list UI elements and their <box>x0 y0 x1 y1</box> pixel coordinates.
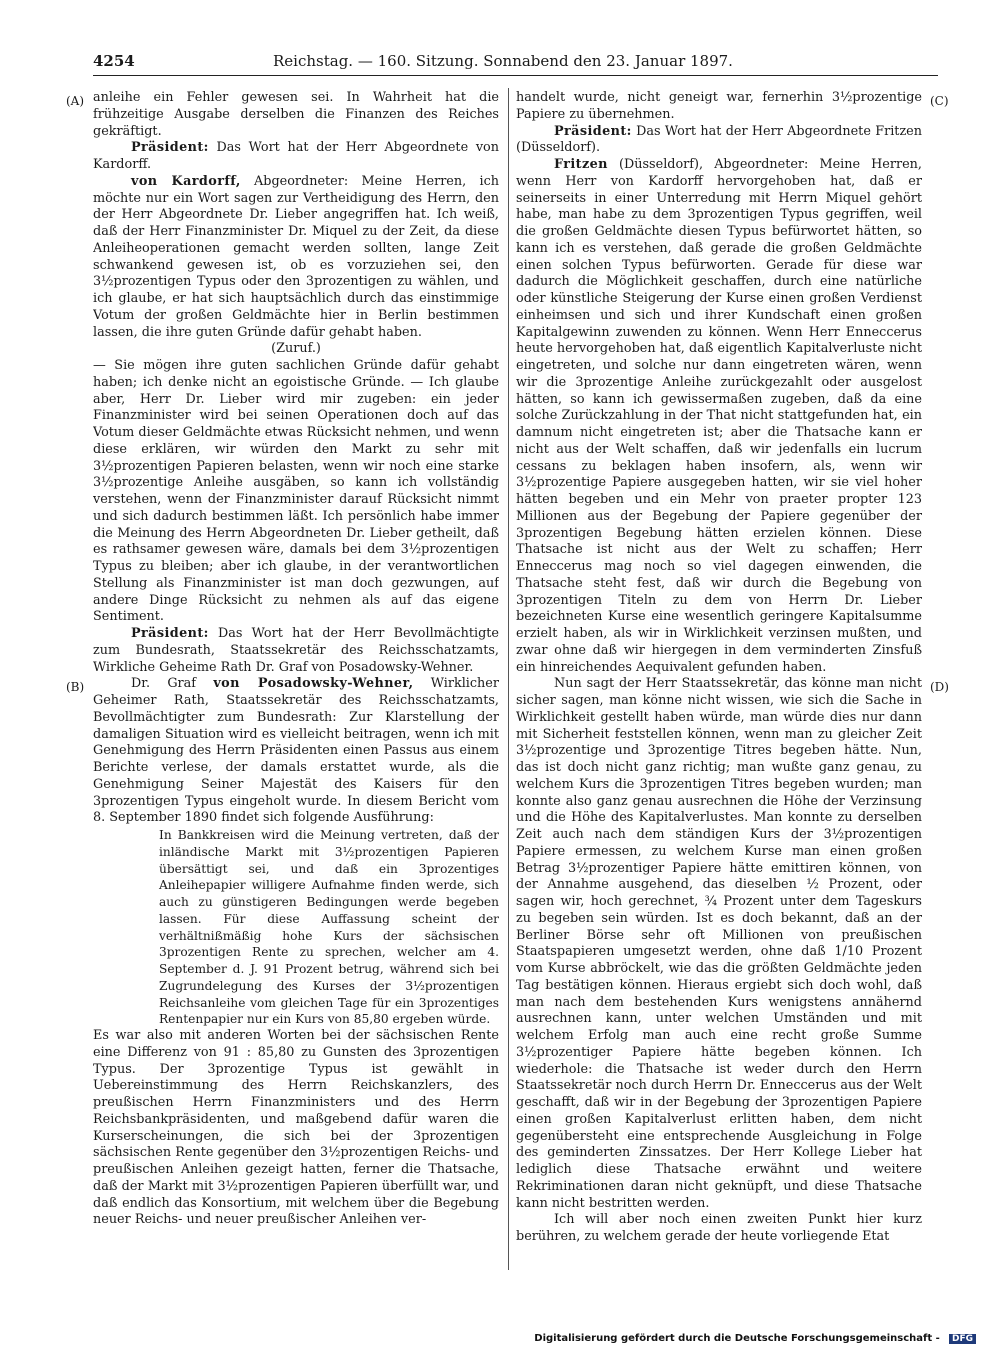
speaker-name: von Posadowsky-Wehner, <box>213 676 414 692</box>
dfg-logo: DFG <box>949 1334 976 1344</box>
interjection: (Zuruf.) <box>271 341 321 357</box>
footer <box>534 1333 976 1344</box>
paragraph <box>93 676 499 827</box>
column-divider <box>508 88 509 1270</box>
paragraph: anleihe ein Fehler gewesen sei. In Wahrheit hat die frühzeitige Ausgabe derselben die Finanzen des Reiches gekräftigt. <box>93 90 499 139</box>
paragraph <box>93 626 499 676</box>
paragraph <box>516 124 922 158</box>
speech-text: Abgeordneter: Meine Herren, ich möchte nur ein Wort sagen zur Vertheidigung des Herrn, den der Herr Abgeordnete Dr. Lieber angegriffen hat. Ich weiß, daß der Herr Finanzminister Dr. Miquel zu der Zeit, da diese Anleiheoperationen gemacht werden sollten, lange Zeit schwankend gewesen ist, ob es vorzuziehen sei, den 3½prozentigen Typus oder den 3prozentigen zu wählen, und ich glaube, er hat sich hauptsächlich durch das einstimmige Votum der großen Geldmächte hier in Berlin bestimmen lassen, die ihre guten Gründe dafür gehabt haben. <box>93 173 499 340</box>
paragraph: handelt wurde, nicht geneigt war, fernerhin 3½prozentige Papiere zu übernehmen. <box>516 90 922 122</box>
speaker-name: Präsident: <box>131 626 209 641</box>
paragraph: Nun sagt der Herr Staatssekretär, das könne man nicht sicher sagen, man könne nicht wissen, wie sich die Sache in Wirklichkeit gestellt haben würde, man würde dies nur dann mit Sicherheit feststellen können, wenn man zu gleicher Zeit 3½prozentige und 3prozentige Titres begeben hätte. Nun, das ist doch nicht ganz richtig; man wußte ganz genau, zu welchem Kurs die 3prozentigen Titres begeben wurden; man konnte also ganz genau ausrechnen die Höhe der Verzinsung und die Höhe des Kapitalverlustes. Man konnte zu derselben Zeit auch nach dem ständigen Kurs der 3½prozentigen Papiere ermessen, zu welchem Kurse man einen großen Betrag 3½prozentiger Papiere hätte emittiren können, von der Annahme ausgehend, das dieselben ½ Prozent, oder sagen wir, hoch gerechnet, ¾ Prozent unter dem Tageskurs zu begeben sein würden. Ist es doch bekannt, daß an der Berliner Börse sehr oft Millionen von preußischen Staatspapieren umgesetzt werden, ohne daß 1/10 Prozent vom Kurse abbröckelt, wie das die größten Geldmächte jeden Tag bestätigen können. Hieraus ergiebt sich doch wohl, daß man nach dem bestehenden Kurs wenigstens annähernd ausrechnen kann, unter welchen Umständen und mit welchem Erfolg man auch eine recht große Summe 3½prozentiger Papiere hätte begeben können. Ich wiederhole: die Thatsache ist weder durch den Herrn Staatssekretär noch durch Herrn Dr. Enneccerus aus der Welt geschafft, daß wir in der Begebung der 3prozentigen Papiere einen großen Kapitalverlust erlitten haben, dem nicht gegenübersteht eine entsprechende Ausgleichung in Folge des geminderten Zinssatzes. Der Herr Kollege Lieber hat lediglich diese Thatsache erwähnt und weitere Rekriminationen daran nicht geknüpft, und diese Thatsache kann nicht bestritten werden. <box>516 676 922 1211</box>
right-column <box>516 90 922 1270</box>
page-number: 4254 <box>93 52 135 70</box>
margin-mark-a: (A) <box>66 94 85 108</box>
paragraph: Ich will aber noch einen zweiten Punkt hier kurz berühren, zu welchem gerade der heute vorliegende Etat <box>516 1212 922 1244</box>
paragraph: Es war also mit anderen Worten bei der sächsischen Rente eine Differenz von 91 : 85,80 zu Gunsten des 3prozentigen Typus. Der 3prozentige Typus ist gewählt in Uebereinstimmung des Herrn Reichskanzlers, des preußischen Herrn Finanzministers und des Herrn Reichsbankpräsidenten, und maßgebend dafür waren die Kurserscheinungen, die sich bei der 3prozentigen sächsischen Rente gegenüber den 3½prozentigen Reichs- und preußischen Anleihen gezeigt hatten, ferner die Thatsache, daß der Markt mit 3½prozentigen Papieren überfüllt war, und daß endlich das Konsortium, mit welchem über die Begebung neuer Reichs- und neuer preußischer Anleihen ver- <box>93 1028 499 1228</box>
paragraph <box>93 174 499 342</box>
speech-text: Das Wort hat der Herr Abgeordnete Fritzen (Düsseldorf). <box>516 123 922 156</box>
speaker-name: Präsident: <box>554 123 632 139</box>
speaker-name: von Kardorff, <box>131 173 241 189</box>
speech-text: (Düsseldorf), Abgeordneter: Meine Herren, wenn Herr von Kardorff hervorgehoben hat, daß er seinerseits in einer Unterredung mit Herrn Miquel gehört habe, man habe zu dem 3prozentigen Typus gegriffen, weil die großen Geldmächte diesen Typus befürwortet hätten, so kann ich es verstehen, daß gerade die großen Geldmächte einen solchen Typus befürworten. Gerade für diese war dadurch die Möglichkeit geschaffen, durch eine natürliche oder künstliche Steigerung der Kurse einen großen Verdienst einheimsen und sich und ihrer Kundschaft einen großen Kapitalgewinn zuwenden zu können. Wenn Herr Enneccerus heute hervorgehoben hat, daß eigentlich Kapitalverluste nicht eingetreten, und solche nur dann eingetreten wären, wenn wir die 3prozentige Anleihe zurückgezahlt oder ausgelost hätten, so kann ich gewissermaßen zugeben, daß da eine solche Zurückzahlung in der That nicht stattgefunden hat, ein damnum nicht eingetreten ist; aber die Thatsache kann er nicht aus der Welt schaffen, daß wir jedenfalls ein lucrum cessans zu beklagen haben insofern, als, wenn wir 3½prozentige Papiere ausgegeben hatten, wir sie viel hoher hätten begeben und ein Mehr von praeter propter 123 Millionen aus der Begebung der Papiere gegenüber der 3prozentigen Begebung hätten erzielen können. Diese Thatsache ist nicht aus der Welt zu schaffen; Herr Enneccerus mag noch so viel dagegen einwenden, die Thatsache steht fest, daß wir durch die Begebung von 3prozentigen Titeln zu dem von Herrn Dr. Lieber bezeichneten Kurse eine wesentlich geringere Kapitalsumme erzielt haben, als wir in Wirklichkeit verzinsen mußten, und zwar ohne daß wir hiergegen in dem verminderten Zinsfuß ein hinreichendes Aequivalent gefunden haben. <box>516 157 922 675</box>
footer-credit: Digitalisierung gefördert durch die Deutsche Forschungsgemeinschaft - <box>534 1333 940 1344</box>
margin-mark-c: (C) <box>930 94 949 108</box>
left-column <box>93 90 499 1270</box>
margin-mark-b: (B) <box>66 680 85 694</box>
page-header <box>93 50 938 76</box>
paragraph <box>516 157 922 676</box>
speaker-title: Dr. Graf <box>131 676 214 692</box>
speaker-name: Fritzen <box>554 157 608 172</box>
quoted-passage: In Bankkreisen wird die Meinung vertreten, daß der inländische Markt mit 3½prozentigen Papieren übersättigt sei, und daß ein 3prozentiges Anleihepapier willigere Aufnahme finden werde, sich auch zu günstigeren Bedingungen werde begeben lassen. Für diese Auffassung scheint der verhältnißmäßig hohe Kurs der sächsischen 3prozentigen Rente zu sprechen, welcher am 4. September d. J. 91 Prozent betrug, während sich bei Zugrundelegung des Kurses der 3½prozentigen Reichsanleihe vom gleichen Tage für ein 3prozentiges Rentenpapier nur ein Kurs von 85,80 ergeben würde. <box>159 828 499 1027</box>
running-title: Reichstag. — 160. Sitzung. Sonnabend den 23. Januar 1897. <box>273 52 733 70</box>
paragraph <box>93 140 499 174</box>
speech-text: Wirklicher Geheimer Rath, Staatssekretär des Reichsschatzamts, Bevollmächtigter zum Bundesrath: Zur Klarstellung der damaligen Situation wird es vielleicht beitragen, wenn ich mit Genehmigung des Herrn Präsidenten einen Passus aus einem Berichte verlese, der damals erstattet wurde, als die Genehmigung Seiner Majestät des Kaisers für den 3prozentigen Typus eingeholt wurde. In diesem Bericht vom 8. September 1890 findet sich folgende Ausführung: <box>93 676 499 826</box>
paragraph: — Sie mögen ihre guten sachlichen Gründe dafür gehabt haben; ich denke nicht an egoistische Gründe. — Ich glaube aber, Herr Dr. Lieber wird mir zugeben: ein jeder Finanzminister wird bei seinen Operationen doch auf das Votum dieser Geldmächte etwas Rücksicht nehmen, und wenn diese erklären, wir würden den Markt zu sehr mit 3½prozentigen Papieren belasten, wenn wir noch eine starke 3½prozentige Anleihe ausgäben, so kann ich vollständig verstehen, wenn der Finanzminister darauf Rücksicht nimmt und sich dadurch bestimmen läßt. Ich persönlich habe immer die Meinung des Herrn Abgeordneten Dr. Lieber getheilt, daß es rathsamer gewesen wäre, damals bei dem 3½prozentigen Typus zu bleiben; aber ich glaube, in der verantwortlichen Stellung als Finanzminister ist man doch gezwungen, auf andere Dinge Rücksicht zu nehmen als auf das eigene Sentiment. <box>93 358 499 625</box>
margin-mark-d: (D) <box>930 680 949 694</box>
speaker-name: Präsident: <box>131 140 209 156</box>
speech-text: Das Wort hat der Herr Bevollmächtigte zum Bundesrath, Staatssekretär des Reichsschatzamts, Wirkliche Geheime Rath Dr. Graf von Posadowsky-Wehner. <box>93 626 499 675</box>
speech-text: Das Wort hat der Herr Abgeordnete von Kardorff. <box>93 140 499 172</box>
